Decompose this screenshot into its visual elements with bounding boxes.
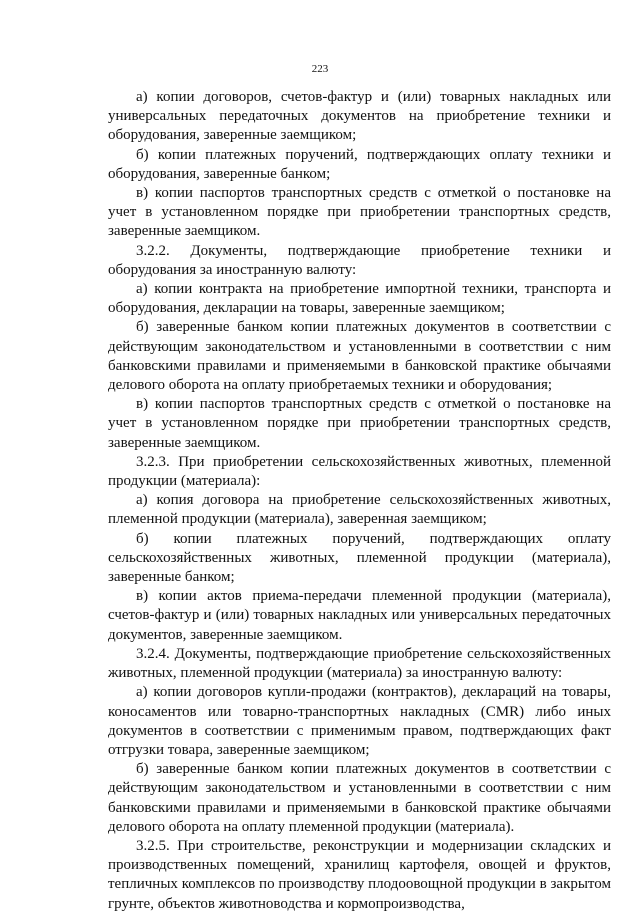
paragraph-item-c: в) копии паспортов транспортных средств с отметкой о постановке на учет в установленном порядке при приобретении транспортных средств, заверенные заемщиком. <box>108 185 611 240</box>
paragraph-section-3-2-4: 3.2.4. Документы, подтверждающие приобретение сельскохозяйственных животных, племенной продукции (материала) за иностранную валюту: <box>108 645 611 682</box>
paragraph-item-a: а) копии контракта на приобретение импортной техники, транспорта и оборудования, декларации на товары, заверенные заемщиком; <box>108 281 611 317</box>
paragraph-section-3-2-2: 3.2.2. Документы, подтверждающие приобретение техники и оборудования за иностранную валюту: <box>108 242 611 278</box>
paragraph-item-b: б) копии платежных поручений, подтверждающих оплату техники и оборудования, заверенные банком; <box>108 146 611 182</box>
paragraph-section-3-2-5: 3.2.5. При строительстве, реконструкции и модернизации складских и производственных помещений, хранилищ картофеля, овощей и фруктов, тепличных комплексов по производству плодоовощной продукции в закрытом грунте, объектов животноводства и кормопроизводства, <box>108 837 611 912</box>
document-body <box>108 88 611 914</box>
paragraph-item-a: а) копия договора на приобретение сельскохозяйственных животных, племенной продукции (материала), заверенная заемщиком; <box>108 492 611 528</box>
paragraph-item-c: в) копии паспортов транспортных средств с отметкой о постановке на учет в установленном порядке при приобретении транспортных средств, заверенные заемщиком. <box>108 396 611 451</box>
paragraph-item-b: б) копии платежных поручений, подтверждающих оплату сельскохозяйственных животных, племенной продукции (материала), заверенные банком; <box>108 530 611 586</box>
paragraph-item-a: а) копии договоров купли-продажи (контрактов), деклараций на товары, коносаментов или товарно-транспортных накладных (CMR) либо иных документов в соответствии с применимым правом, подтверждающих факт отгрузки товара, заверенные заемщиком; <box>108 684 611 758</box>
paragraph-section-3-2-3: 3.2.3. При приобретении сельскохозяйственных животных, племенной продукции (материала): <box>108 453 611 490</box>
paragraph-item-c: в) копии актов приема-передачи племенной продукции (материала), счетов-фактур и (или) товарных накладных или универсальных передаточных документов, заверенные заемщиком. <box>108 588 611 643</box>
page-number: 223 <box>311 63 329 75</box>
paragraph-item-b: б) заверенные банком копии платежных документов в соответствии с действующим законодательством и установленными в соответствии с ним банковскими правилами и применяемыми в банковской практике обычаями делового оборота на оплату племенной продукции (материала). <box>108 761 611 835</box>
paragraph-item-b: б) заверенные банком копии платежных документов в соответствии с действующим законодательством и установленными в соответствии с ним банковскими правилами и применяемыми в банковской практике обычаями делового оборота на оплату приобретаемых техники и оборудования; <box>108 319 611 394</box>
paragraph-item-a: а) копии договоров, счетов-фактур и (или) товарных накладных или универсальных передаточных документов на приобретение техники и оборудования, заверенные заемщиком; <box>108 89 611 144</box>
